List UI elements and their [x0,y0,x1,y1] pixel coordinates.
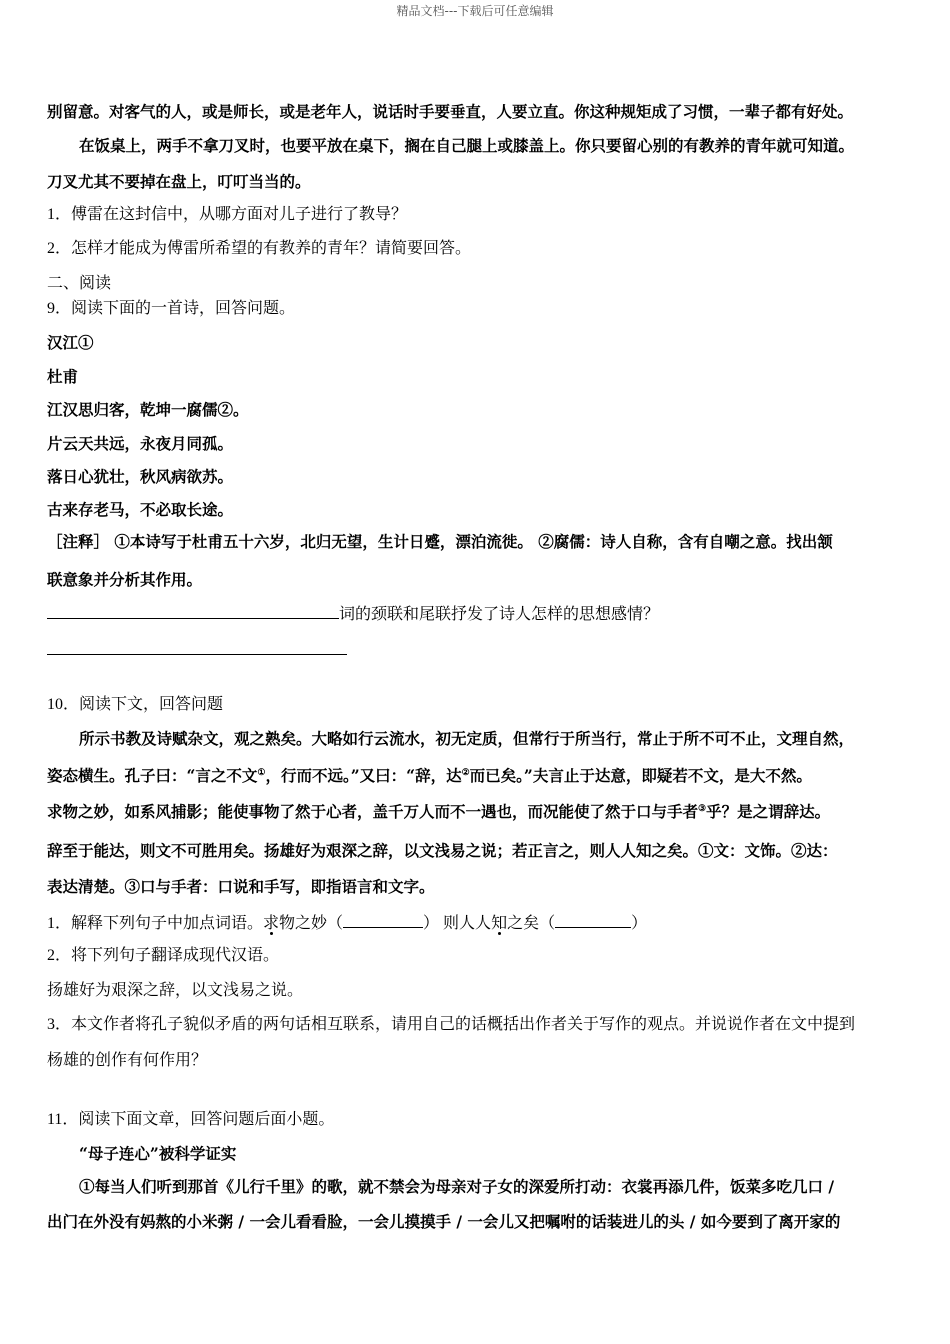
question-9b: 词的颈联和尾联抒发了诗人怎样的思想感情？ [47,602,659,625]
translate-sentence: 扬雄好为艰深之辞，以文浅易之说。 [47,982,304,999]
question-10: 10．阅读下文，回答问题 [47,696,224,713]
question-10-2: 2．将下列句子翻译成现代汉语。 [47,947,280,964]
dotted-char: 求 [263,915,280,932]
section-heading: 二、阅读 [47,275,112,292]
question-1: 1．傅雷在这封信中，从哪方面对儿子进行了教导？ [47,206,408,223]
article-title: “母子连心”被科学证实 [79,1144,237,1163]
answer-line [47,638,347,661]
passage-line: 表达清楚。③口与手者：口说和手写，即指语言和文字。 [47,877,435,896]
dotted-char: 知 [491,915,508,932]
article-line: 出门在外没有妈熬的小米粥 / 一会儿看看脸，一会儿摸摸手 / 一会儿又把嘱咐的话装进儿的头 / 如今要到了离开家的 [47,1212,841,1231]
answer-blank[interactable] [47,638,347,655]
passage-line: 辞至于能达，则文不可胜用矣。扬雄好为艰深之辞，以文浅易之说；若正言之，则人人知之矣。①文：文饰。②达： [47,841,838,860]
poem-line: 片云天共远，永夜月同孤。 [47,434,234,453]
answer-blank[interactable] [343,911,423,928]
passage-line: 所示书教及诗赋杂文，观之熟矣。大略如行云流水，初无定质，但常行于所当行，常止于所不可不止，文理自然， [79,729,855,748]
poem-note: ［注释］ ①本诗写于杜甫五十六岁，北归无望，生计日蹙，漂泊流徙。 ②腐儒：诗人自称，含有自嘲之意。找出颔 [47,532,833,551]
poem-author: 杜甫 [47,367,79,386]
article-line: ①每当人们听到那首《儿行千里》的歌，就不禁会为母亲对子女的深爱所打动：衣裳再添几件，饭菜多吃几口 / [79,1177,835,1196]
question-2: 2．怎样才能成为傅雷所希望的有教养的青年？请简要回答。 [47,240,472,257]
poem-note: 联意象并分析其作用。 [47,570,203,589]
answer-blank[interactable] [555,911,631,928]
poem-title: 汉江① [47,333,94,352]
question-11: 11．阅读下面文章，回答问题后面小题。 [47,1111,335,1128]
question-10-3: 3．本文作者将孔子貌似矛盾的两句话相互联系，请用自己的话概括出作者关于写作的观点。并说说作者在文中提到 [47,1016,856,1033]
passage-line: 求物之妙，如系风捕影；能使事物了然于心者，盖千万人而不一遇也，而况能使了然于口与手者③乎？是之谓辞达。 [47,802,831,821]
text-line: 别留意。对客气的人，或是师长，或是老年人，说话时手要垂直，人要立直。你这种规矩成了习惯，一辈子都有好处。 [47,102,854,121]
poem-line: 古来存老马，不必取长途。 [47,500,234,519]
question-10-1: 1．解释下列句子中加点词语。求物之妙（ ） 则人人知之矣（ ） [47,911,647,934]
question-9: 9．阅读下面的一首诗，回答问题。 [47,300,296,317]
question-10-3: 杨雄的创作有何作用？ [47,1052,208,1069]
poem-line: 江汉思归客，乾坤一腐儒②。 [47,400,249,419]
passage-line: 姿态横生。孔子曰：“言之不文①，行而不远。”又曰：“辞，达②而已矣。”夫言止于达意，即疑若不文，是大不然。 [47,766,812,785]
poem-line: 落日心犹壮，秋风病欲苏。 [47,467,234,486]
answer-blank[interactable] [47,602,339,619]
text-line: 刀叉尤其不要掉在盘上，叮叮当当的。 [47,172,311,191]
text-line: 在饭桌上，两手不拿刀叉时，也要平放在桌下，搁在自己腿上或膝盖上。你只要留心别的有教养的青年就可知道。 [79,136,855,155]
page-header: 精品文档---下载后可任意编辑 [396,4,554,18]
